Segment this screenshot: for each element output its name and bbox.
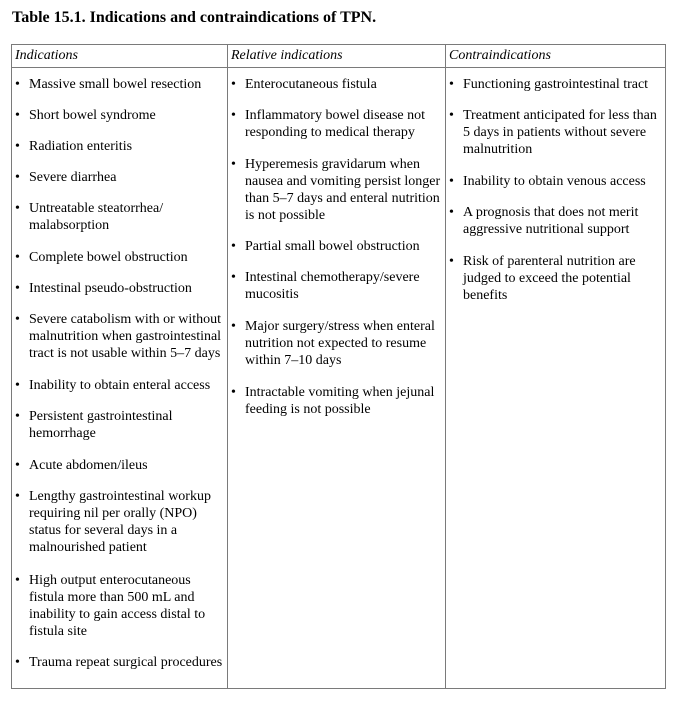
indications-item [12, 408, 227, 442]
bullet-icon: • [449, 254, 454, 269]
indications-item [12, 249, 227, 266]
bullet-icon: • [15, 378, 20, 393]
bullet-icon: • [15, 409, 20, 424]
header-indications: Indications [12, 45, 228, 68]
relative-indications-list [228, 76, 445, 418]
relative-item [228, 76, 445, 93]
indications-item-text: Persistent gastrointestinal hemorrhage [29, 409, 173, 441]
indications-item [12, 654, 227, 671]
indications-item [12, 138, 227, 155]
header-relative-indications: Relative indications [228, 45, 446, 68]
bullet-icon: • [15, 458, 20, 473]
bullet-icon: • [231, 108, 236, 123]
bullet-icon: • [15, 77, 20, 92]
contraindications-item [446, 76, 665, 93]
relative-cell [228, 68, 446, 689]
bullet-icon: • [449, 77, 454, 92]
relative-item-text: Intractable vomiting when jejunal feeding is not possible [245, 385, 435, 417]
indications-item-text: Severe catabolism with or without malnutrition when gastrointestinal tract is not usable within 5–7 days [29, 312, 222, 361]
indications-cell [12, 68, 228, 689]
indications-item-text: Inability to obtain enteral access [29, 378, 211, 393]
contraindications-item [446, 253, 665, 304]
bullet-icon: • [231, 270, 236, 285]
table-caption: Table 15.1. Indications and contraindications of TPN. [12, 9, 377, 26]
indications-item-text: Radiation enteritis [29, 139, 133, 154]
indications-item [12, 169, 227, 186]
bullet-icon: • [15, 139, 20, 154]
indications-item [12, 488, 227, 556]
relative-item [228, 269, 445, 303]
tpn-table [11, 44, 666, 689]
header-row [12, 45, 666, 68]
contraindications-item [446, 204, 665, 238]
indications-item [12, 107, 227, 124]
relative-item [228, 238, 445, 255]
contraindications-item-text: Inability to obtain venous access [463, 174, 646, 189]
header-contraindications: Contraindications [446, 45, 666, 68]
indications-item-text: Lengthy gastrointestinal workup requiring nil per orally (NPO) status for several days in a malnourished patient [29, 489, 211, 555]
indications-item [12, 572, 227, 640]
relative-item [228, 318, 445, 369]
bullet-icon: • [231, 77, 236, 92]
relative-item-text: Major surgery/stress when enteral nutrition not expected to resume within 7–10 days [245, 319, 435, 368]
bullet-icon: • [449, 174, 454, 189]
relative-item [228, 156, 445, 224]
indications-item-text: Massive small bowel resection [29, 77, 202, 92]
relative-item-text: Inflammatory bowel disease not responding to medical therapy [245, 108, 426, 140]
relative-item-text: Partial small bowel obstruction [245, 239, 420, 254]
bullet-icon: • [15, 250, 20, 265]
indications-item [12, 377, 227, 394]
contraindications-list [446, 76, 665, 304]
indications-item [12, 76, 227, 93]
bullet-icon: • [15, 573, 20, 588]
bullet-icon: • [15, 489, 20, 504]
relative-item-text: Intestinal chemotherapy/severe mucositis [245, 270, 420, 302]
contraindications-item-text: Functioning gastrointestinal tract [463, 77, 649, 92]
relative-item-text: Hyperemesis gravidarum when nausea and vomiting persist longer than 5–7 days and enteral nutrition is not possible [245, 157, 441, 223]
bullet-icon: • [15, 108, 20, 123]
bullet-icon: • [15, 170, 20, 185]
bullet-icon: • [231, 319, 236, 334]
indications-item [12, 280, 227, 297]
indications-item-text: Intestinal pseudo-obstruction [29, 281, 192, 296]
contraindications-item [446, 173, 665, 190]
indications-item [12, 311, 227, 362]
indications-item-text: Untreatable steatorrhea/ malabsorption [29, 201, 164, 233]
indications-item-text: Acute abdomen/ileus [29, 458, 148, 473]
bullet-icon: • [449, 205, 454, 220]
bullet-icon: • [231, 385, 236, 400]
indications-item-text: Short bowel syndrome [29, 108, 156, 123]
relative-item [228, 107, 445, 141]
contraindications-item-text: Treatment anticipated for less than 5 days in patients without severe malnutrition [463, 108, 657, 157]
indications-item-text: High output enterocutaneous fistula more than 500 mL and inability to gain access distal to fistula site [29, 573, 206, 639]
bullet-icon: • [15, 201, 20, 216]
relative-item [228, 384, 445, 418]
relative-item-text: Enterocutaneous fistula [245, 77, 377, 92]
bullet-icon: • [449, 108, 454, 123]
indications-list [12, 76, 227, 671]
bullet-icon: • [15, 281, 20, 296]
indications-item-text: Complete bowel obstruction [29, 250, 188, 265]
bullet-icon: • [231, 239, 236, 254]
indications-item-text: Severe diarrhea [29, 170, 117, 185]
bullet-icon: • [15, 655, 20, 670]
indications-item-text: Trauma repeat surgical procedures [29, 655, 223, 670]
body-row [12, 68, 666, 689]
contraindications-item [446, 107, 665, 158]
bullet-icon: • [15, 312, 20, 327]
bullet-icon: • [231, 157, 236, 172]
indications-item [12, 457, 227, 474]
indications-item [12, 200, 227, 234]
contraindications-item-text: Risk of parenteral nutrition are judged to exceed the potential benefits [463, 254, 636, 303]
contraindications-cell [446, 68, 666, 689]
contraindications-item-text: A prognosis that does not merit aggressive nutritional support [463, 205, 639, 237]
